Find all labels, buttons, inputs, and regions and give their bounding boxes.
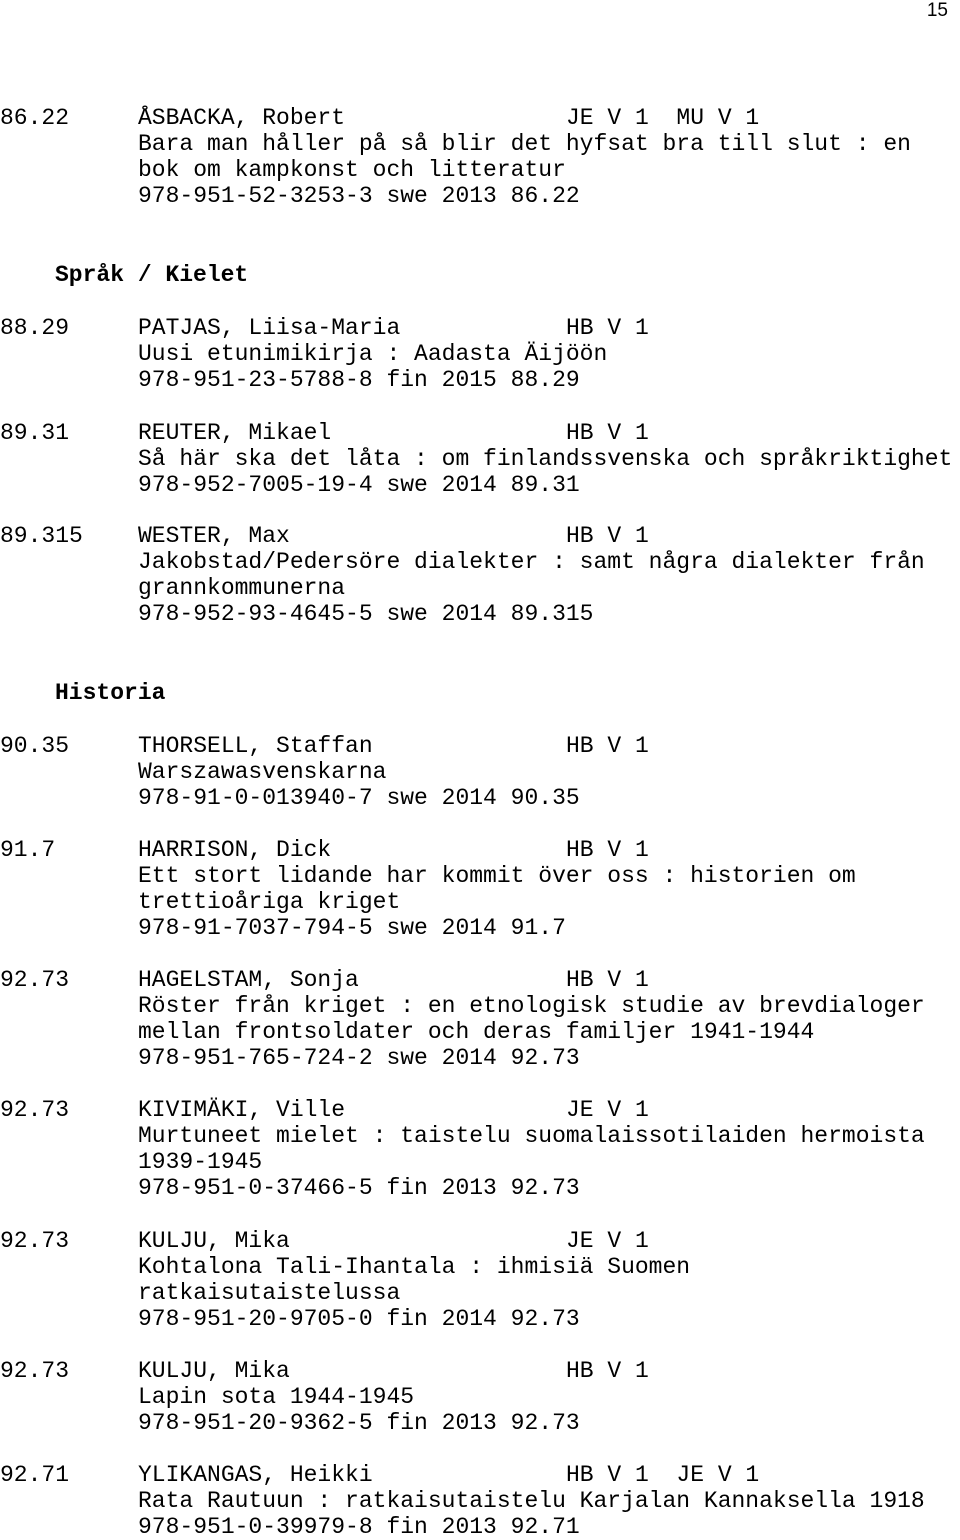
title-line: Kohtalona Tali-Ihantala : ihmisiä Suomen xyxy=(138,1254,691,1280)
title-line: trettioåriga kriget xyxy=(138,889,401,915)
classification-code: 92.73 xyxy=(0,967,70,993)
holdings-info: HB V 1 xyxy=(566,733,649,759)
title-line: Så här ska det låta : om finlandssvenska och språkriktighet xyxy=(138,446,953,472)
holdings-info: HB V 1 xyxy=(566,523,649,549)
title-line: bok om kampkonst och litteratur xyxy=(138,157,566,183)
title-line: Röster från kriget : en etnologisk studie av brevdialoger xyxy=(138,993,925,1019)
isbn-line: 978-951-20-9362-5 fin 2013 92.73 xyxy=(138,1410,580,1436)
author-name: WESTER, Max xyxy=(138,523,290,549)
title-line: Lapin sota 1944-1945 xyxy=(138,1384,415,1410)
title-line: Murtuneet mielet : taistelu suomalaissotilaiden hermoista xyxy=(138,1123,925,1149)
isbn-line: 978-951-0-37466-5 fin 2013 92.73 xyxy=(138,1175,580,1201)
page-number: 15 xyxy=(926,0,948,21)
holdings-info: HB V 1 xyxy=(566,315,649,341)
classification-code: 86.22 xyxy=(0,105,70,131)
holdings-info: HB V 1 xyxy=(566,837,649,863)
classification-code: 92.71 xyxy=(0,1462,70,1488)
title-line: ratkaisutaistelussa xyxy=(138,1280,401,1306)
title-line: Warszawasvenskarna xyxy=(138,759,387,785)
classification-code: 91.7 xyxy=(0,837,56,863)
holdings-info: HB V 1 xyxy=(566,967,649,993)
isbn-line: 978-951-52-3253-3 swe 2013 86.22 xyxy=(138,183,580,209)
author-name: REUTER, Mikael xyxy=(138,420,332,446)
holdings-info: JE V 1 xyxy=(566,1097,649,1123)
author-name: YLIKANGAS, Heikki xyxy=(138,1462,373,1488)
isbn-line: 978-951-0-39979-8 fin 2013 92.71 xyxy=(138,1514,580,1540)
title-line: 1939-1945 xyxy=(138,1149,263,1175)
title-line: Uusi etunimikirja : Aadasta Äijöön xyxy=(138,341,608,367)
author-name: KULJU, Mika xyxy=(138,1228,290,1254)
isbn-line: 978-91-7037-794-5 swe 2014 91.7 xyxy=(138,915,566,941)
classification-code: 90.35 xyxy=(0,733,70,759)
classification-code: 92.73 xyxy=(0,1228,70,1254)
title-line: grannkommunerna xyxy=(138,575,346,601)
author-name: HAGELSTAM, Sonja xyxy=(138,967,359,993)
isbn-line: 978-952-93-4645-5 swe 2014 89.315 xyxy=(138,601,594,627)
title-line: mellan frontsoldater och deras familjer 1941-1944 xyxy=(138,1019,815,1045)
author-name: KIVIMÄKI, Ville xyxy=(138,1097,346,1123)
isbn-line: 978-951-20-9705-0 fin 2014 92.73 xyxy=(138,1306,580,1332)
isbn-line: 978-91-0-013940-7 swe 2014 90.35 xyxy=(138,785,580,811)
author-name: HARRISON, Dick xyxy=(138,837,332,863)
holdings-info: JE V 1 xyxy=(566,1228,649,1254)
classification-code: 89.315 xyxy=(0,523,83,549)
title-line: Ett stort lidande har kommit över oss : historien om xyxy=(138,863,856,889)
holdings-info: HB V 1 xyxy=(566,1358,649,1384)
isbn-line: 978-951-23-5788-8 fin 2015 88.29 xyxy=(138,367,580,393)
author-name: ÅSBACKA, Robert xyxy=(138,105,346,131)
section-heading: Språk / Kielet xyxy=(55,262,249,288)
title-line: Jakobstad/Pedersöre dialekter : samt några dialekter från xyxy=(138,549,925,575)
title-line: Rata Rautuun : ratkaisutaistelu Karjalan Kannaksella 1918 xyxy=(138,1488,925,1514)
classification-code: 89.31 xyxy=(0,420,70,446)
holdings-info: HB V 1 xyxy=(566,420,649,446)
author-name: PATJAS, Liisa-Maria xyxy=(138,315,401,341)
holdings-info: HB V 1 JE V 1 xyxy=(566,1462,760,1488)
title-line: Bara man håller på så blir det hyfsat bra till slut : en xyxy=(138,131,911,157)
section-heading: Historia xyxy=(55,680,166,706)
classification-code: 88.29 xyxy=(0,315,70,341)
author-name: KULJU, Mika xyxy=(138,1358,290,1384)
classification-code: 92.73 xyxy=(0,1097,70,1123)
isbn-line: 978-952-7005-19-4 swe 2014 89.31 xyxy=(138,472,580,498)
isbn-line: 978-951-765-724-2 swe 2014 92.73 xyxy=(138,1045,580,1071)
author-name: THORSELL, Staffan xyxy=(138,733,373,759)
holdings-info: JE V 1 MU V 1 xyxy=(566,105,760,131)
classification-code: 92.73 xyxy=(0,1358,70,1384)
